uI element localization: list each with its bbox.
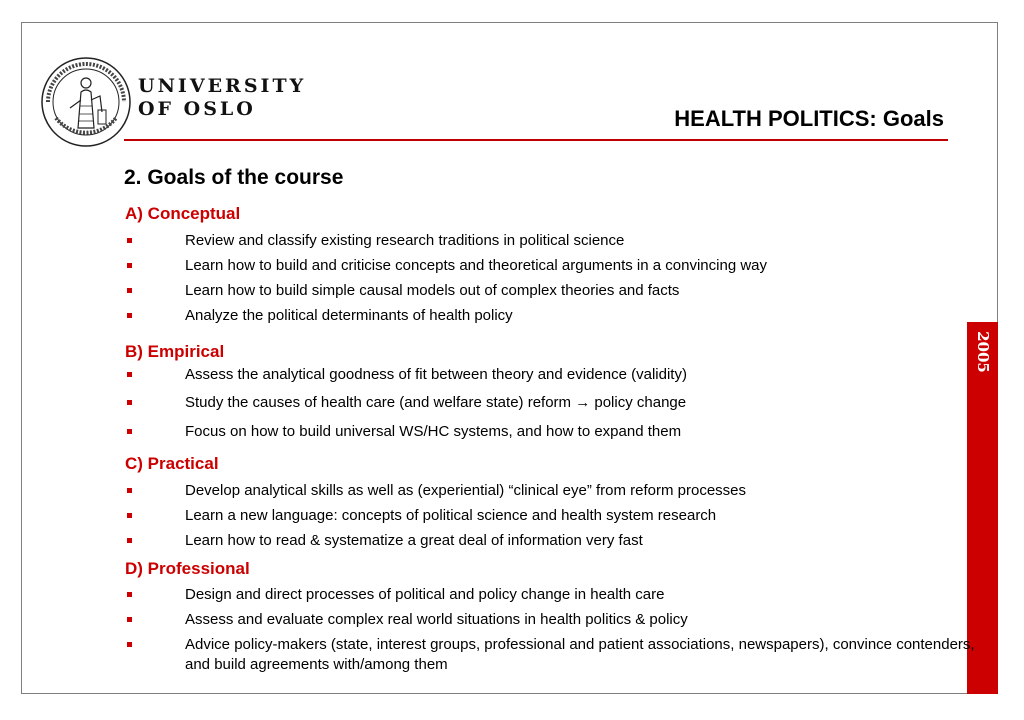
section-title-conceptual: A) Conceptual xyxy=(125,204,241,223)
slide-title: HEALTH POLITICS: Goals xyxy=(674,106,944,131)
wordmark-line1: UNIVERSITY xyxy=(138,75,307,97)
section-title-empirical: B) Empirical xyxy=(125,342,225,361)
section-title-professional: D) Professional xyxy=(125,559,250,578)
list-item-text: Review and classify existing research traditions in political science xyxy=(185,232,625,249)
bullet-square-icon xyxy=(127,313,132,318)
bullet-square-icon xyxy=(127,592,132,597)
bullet-square-icon xyxy=(127,288,132,293)
bullet-square-icon xyxy=(127,488,132,493)
list-item-text: Assess the analytical goodness of fit between theory and evidence (validity) xyxy=(185,366,687,383)
bullet-square-icon xyxy=(127,642,132,647)
list-item-text: Assess and evaluate complex real world situations in health politics & policy xyxy=(185,611,688,628)
bullet-square-icon xyxy=(127,400,132,405)
bullet-square-icon xyxy=(127,538,132,543)
content-heading: 2. Goals of the course xyxy=(124,166,344,189)
list-item-text: Design and direct processes of political and policy change in health care xyxy=(185,586,665,603)
bullet-square-icon xyxy=(127,238,132,243)
year-label: 2005 xyxy=(973,331,992,373)
university-wordmark xyxy=(138,75,306,121)
bullet-square-icon xyxy=(127,617,132,622)
bullet-square-icon xyxy=(127,513,132,518)
university-seal-logo xyxy=(40,56,132,148)
list-item-text: Advice policy-makers (state, interest groups, professional and patient associations, newspapers), convince contenders, and build agreements with/among them xyxy=(185,636,975,673)
list-item-text: Learn how to build and criticise concepts and theoretical arguments in a convincing way xyxy=(185,257,767,274)
list-item-text: Study the causes of health care (and welfare state) reform → policy change xyxy=(185,394,687,411)
wordmark-line2: OF OSLO xyxy=(138,98,256,120)
list-item-text: Learn a new language: concepts of political science and health system research xyxy=(185,507,717,524)
list-item-text: Learn how to build simple causal models out of complex theories and facts xyxy=(185,282,680,299)
bullet-square-icon xyxy=(127,429,132,434)
title-divider xyxy=(124,139,948,141)
bullet-square-icon xyxy=(127,263,132,268)
bullet-square-icon xyxy=(127,372,132,377)
list-item-text: Analyze the political determinants of health policy xyxy=(185,307,513,324)
list-item-text: Focus on how to build universal WS/HC systems, and how to expand them xyxy=(185,423,682,440)
section-title-practical: C) Practical xyxy=(125,454,219,473)
list-item-text: Develop analytical skills as well as (experiential) “clinical eye” from reform processes xyxy=(185,482,747,499)
list-item-text: Learn how to read & systematize a great deal of information very fast xyxy=(185,532,643,549)
